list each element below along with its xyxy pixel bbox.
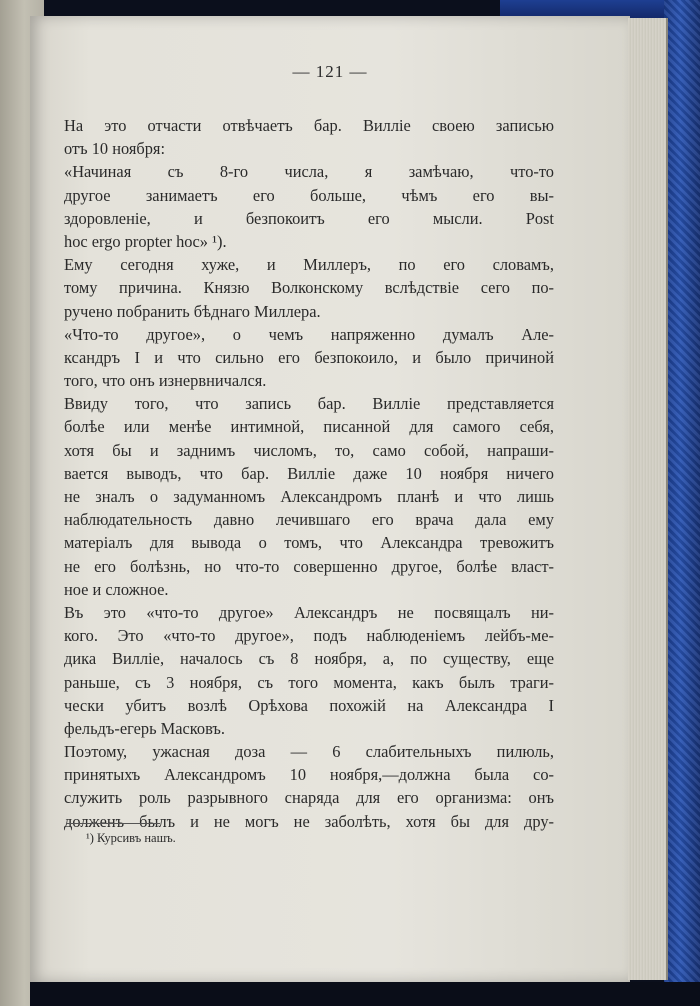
text-line: матерiалъ для вывода о томъ, что Александра тревожитъ [64, 533, 554, 553]
text-line: ное и сложное. [64, 579, 169, 599]
book-cover-spine [664, 0, 700, 1006]
text-line: здоровленiе, и безпокоитъ его мысли. Post [64, 208, 554, 228]
text-line: вается выводъ, что бар. Виллiе даже 10 ноября ничего [64, 463, 554, 483]
text-line: На это отчасти отвѣчаетъ бар. Виллiе своею записью [64, 116, 554, 135]
background-bottom [30, 982, 700, 1006]
page-edges [628, 18, 668, 980]
text-line: Ввиду того, что запись бар. Виллiе представляется [64, 394, 554, 414]
footnote: ¹) Курсивъ нашъ. [86, 831, 176, 845]
text-line: другое занимаетъ его больше, чѣмъ его вы- [64, 185, 554, 205]
text-line: кого. Это «что-то другое», подъ наблюденiемъ лейбъ-ме- [64, 626, 554, 646]
text-line: наблюдательность давно лечившаго его врача дала ему [64, 510, 554, 530]
page-number: — 121 — [292, 62, 368, 81]
book-page [30, 16, 630, 982]
text-line: «Начиная съ 8-го числа, я замѣчаю, что-то [64, 162, 554, 182]
text-line: ксандръ I и что сильно его безпокоило, и было причиной [64, 347, 554, 367]
text-line: долженъ былъ и не могъ не заболѣть, хотя бы для дру- [64, 811, 554, 831]
text-line: принятыхъ Александромъ 10 ноября,—должна была со- [64, 765, 554, 785]
text-line: чески убитъ возлѣ Орѣхова похожiй на Александра I [64, 695, 554, 715]
text-line: не зналъ о задуманномъ Александромъ планѣ и что лишь [64, 487, 554, 506]
text-line: не его болѣзнь, но что-то совершенно другое, болѣе власт- [64, 556, 554, 576]
text-line: Ему сегодня хуже, и Миллеръ, по его словамъ, [64, 255, 554, 275]
text-line: «Что-то другое», о чемъ напряженно думалъ Але- [64, 324, 554, 344]
text-line: того, что онъ изнервничался. [64, 371, 267, 391]
text-line: отъ 10 ноября: [64, 139, 166, 159]
footnote-rule [66, 823, 160, 824]
body-text [64, 114, 554, 833]
text-line: Поэтому, ужасная доза — 6 слабительныхъ пилюль, [64, 742, 554, 762]
text-line: тому причина. Князю Волконскому вслѣдствiе сего по- [64, 278, 554, 298]
text-line: фельдъ-егерь Масковъ. [64, 718, 226, 738]
text-line: дика Виллiе, началось съ 8 ноября, а, по существу, еще [64, 649, 554, 669]
text-line: служить роль разрывного снаряда для его организма: онъ [64, 788, 554, 808]
text-line: Въ это «что-то другое» Александръ не посвящалъ ни- [64, 602, 554, 622]
text-line: хотя бы и заднимъ числомъ, то, само собой, напраши- [64, 440, 554, 460]
text-line: hoc ergo propter hoc» ¹). [64, 231, 227, 251]
text-line: раньше, съ 3 ноября, съ того момента, какъ былъ траги- [64, 672, 554, 692]
text-line: ручено побранить бѣднаго Миллера. [64, 301, 321, 321]
text-line: болѣе или менѣе интимной, писанной для самого себя, [64, 417, 554, 437]
